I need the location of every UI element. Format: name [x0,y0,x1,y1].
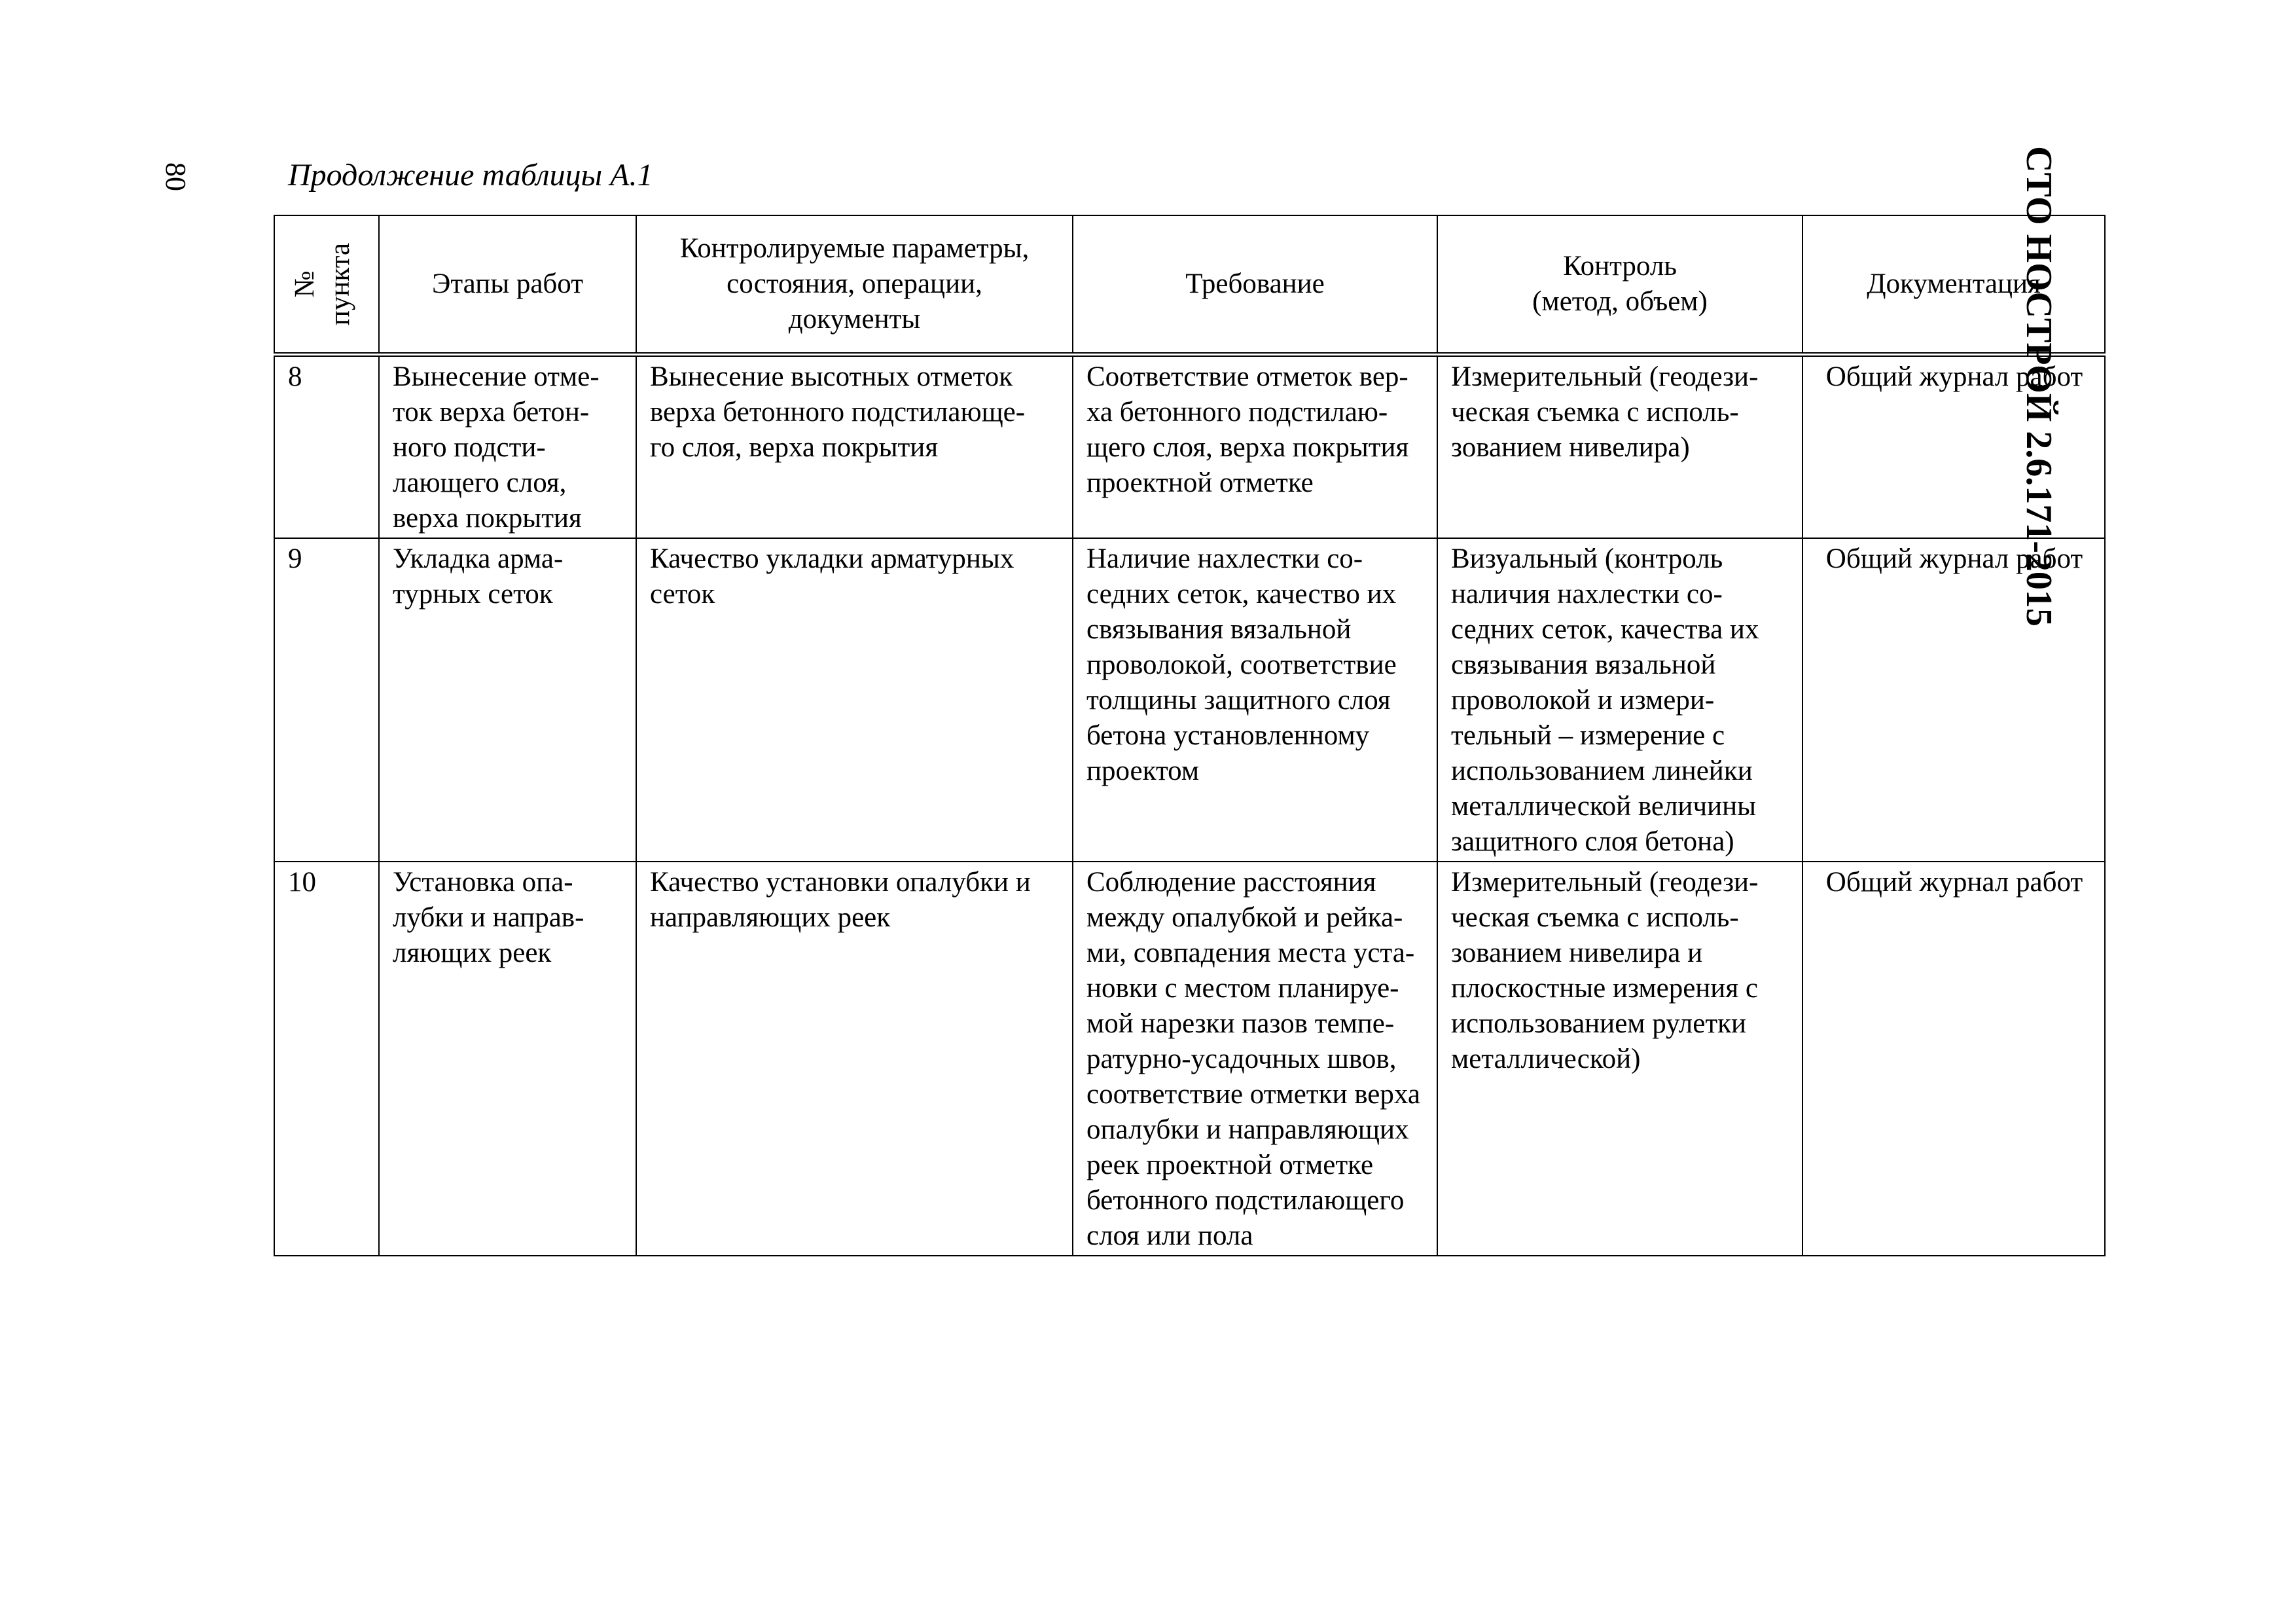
cell-requirement-line: слоя или пола [1086,1220,1253,1251]
header-stages: Этапы работ [379,215,636,355]
cell-control-line: тельный – измерение с [1451,720,1725,751]
cell-documentation: Общий журнал работ [1803,862,2105,1256]
cell-stage-line: Установка опа- [393,867,573,898]
header-item-number [274,215,379,355]
cell-control-line: Измерительный (геодези- [1451,867,1759,898]
cell-control-line: металлической) [1451,1044,1641,1074]
control-table [274,215,2106,1256]
table-row [274,355,2105,539]
cell-requirement-line: бетонного подстилающего [1086,1185,1405,1216]
cell-stage [379,355,636,539]
cell-requirement-line: ха бетонного подстилаю- [1086,397,1388,428]
cell-requirement-line: соответствие отметки верха [1086,1079,1420,1110]
cell-control-line: ческая съемка с исполь- [1451,902,1739,933]
cell-params-line: Качество укладки арматурных [650,543,1014,574]
cell-params-line: го слоя, верха покрытия [650,432,939,463]
cell-requirement-line: ратурно-усадочных швов, [1086,1044,1397,1074]
cell-control-line: Измерительный (геодези- [1451,361,1759,392]
cell-control-line: зованием нивелира) [1451,432,1690,463]
cell-params [636,355,1073,539]
cell-control-line: металлической величины [1451,791,1756,822]
cell-requirement-line: седних сеток, качество их [1086,579,1397,610]
cell-control [1437,862,1803,1256]
header-requirement: Требование [1073,215,1437,355]
cell-stage-line: Вынесение отме- [393,361,600,392]
cell-stage-line: Укладка арма- [393,543,564,574]
cell-params-line: верха бетонного подстилающе- [650,397,1026,428]
cell-control-line: связывания вязальной [1451,649,1716,680]
cell-control-line: седних сеток, качества их [1451,614,1759,645]
cell-requirement-line: Соблюдение расстояния [1086,867,1376,898]
cell-documentation: Общий журнал работ [1803,538,2105,862]
cell-requirement-line: опалубки и направляющих [1086,1114,1409,1145]
cell-control-line: проволокой и измери- [1451,685,1715,716]
table-row [274,538,2105,862]
page-number: 80 [160,162,192,191]
cell-number: 8 [274,355,379,539]
cell-control-line: плоскостные измерения с [1451,973,1758,1004]
cell-requirement [1073,862,1437,1256]
cell-stage-line: турных сеток [393,579,553,610]
header-params: Контролируемые параметры, состояния, операции, документы [636,215,1073,355]
cell-params-line: сеток [650,579,715,610]
cell-documentation: Общий журнал работ [1803,355,2105,539]
cell-stage-line: ток верха бетон- [393,397,590,428]
cell-stage-line: ного подсти- [393,432,546,463]
cell-requirement-line: щего слоя, верха покрытия [1086,432,1409,463]
cell-params [636,862,1073,1256]
cell-params-line: Качество установки опалубки и [650,867,1031,898]
cell-stage-line: верха покрытия [393,503,582,534]
cell-requirement-line: мой нарезки пазов темпе- [1086,1008,1395,1039]
header-number-sign: № [289,270,320,298]
cell-control-line: использованием линейки [1451,756,1753,786]
cell-stage [379,538,636,862]
cell-number: 10 [274,862,379,1256]
cell-control [1437,538,1803,862]
cell-requirement-line: проектом [1086,756,1200,786]
header-number-word: пункта [325,242,355,326]
cell-stage-line: лубки и направ- [393,902,584,933]
cell-requirement-line: Наличие нахлестки со- [1086,543,1363,574]
cell-stage-line: ляющих реек [393,938,552,968]
cell-control [1437,355,1803,539]
cell-requirement-line: бетона установленному [1086,720,1370,751]
cell-requirement-line: новки с местом планируе- [1086,973,1399,1004]
cell-requirement-line: между опалубкой и рейка- [1086,902,1403,933]
cell-params-line: Вынесение высотных отметок [650,361,1013,392]
cell-requirement [1073,355,1437,539]
cell-control-line: зованием нивелира и [1451,938,1703,968]
table-caption: Продолжение таблицы А.1 [288,158,653,192]
cell-requirement-line: толщины защитного слоя [1086,685,1391,716]
cell-params [636,538,1073,862]
table-body [274,355,2105,1256]
cell-control-line: защитного слоя бетона) [1451,826,1734,857]
cell-requirement-line: ми, совпадения места уста- [1086,938,1415,968]
cell-stage-line: лающего слоя, [393,467,567,498]
cell-requirement-line: проволокой, соответствие [1086,649,1397,680]
cell-control-line: ческая съемка с исполь- [1451,397,1739,428]
header-documentation: Документация [1803,215,2105,355]
cell-control-line: использованием рулетки [1451,1008,1747,1039]
cell-number: 9 [274,538,379,862]
cell-params-line: направляющих реек [650,902,891,933]
document-code: СТО НОСТРОЙ 2.6.171-2015 [2018,146,2059,627]
table-header-row [274,215,2105,355]
table-row [274,862,2105,1256]
cell-control-line: наличия нахлестки со- [1451,579,1723,610]
cell-requirement-line: реек проектной отметке [1086,1150,1374,1180]
cell-stage [379,862,636,1256]
cell-requirement-line: связывания вязальной [1086,614,1352,645]
cell-requirement-line: проектной отметке [1086,467,1314,498]
cell-requirement-line: Соответствие отметок вер- [1086,361,1408,392]
cell-requirement [1073,538,1437,862]
cell-control-line: Визуальный (контроль [1451,543,1723,574]
header-control: Контроль (метод, объем) [1437,215,1803,355]
